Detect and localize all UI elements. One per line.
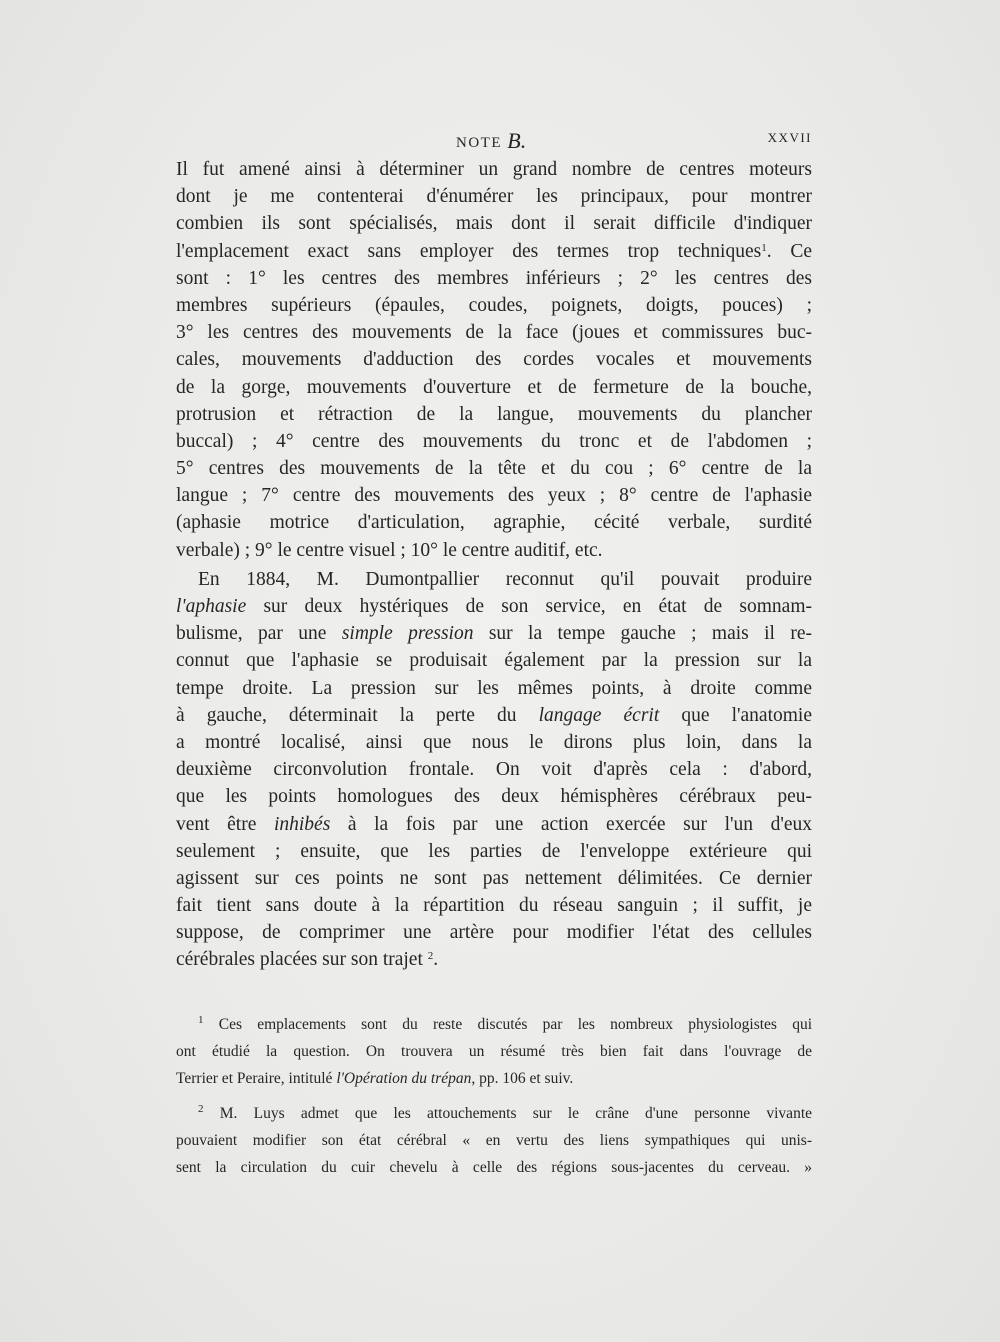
footnote-line: sent la circulation du cuir chevelu à celle des régions sous-jacentes du cerveau. » <box>176 1158 812 1176</box>
italic-term: l'aphasie <box>176 596 247 617</box>
text-segment: . Ce <box>766 240 812 262</box>
text-segment: à la fois par une action exercée sur l'un d'eux <box>330 813 812 835</box>
running-title-letter: B. <box>507 128 527 153</box>
text-segment: sur la tempe gauche ; mais il re- <box>473 623 812 645</box>
text-segment: à gauche, déterminait la perte du <box>176 704 539 726</box>
text-line: buccal) ; 4° centre des mouvements du tronc et de l'abdomen ; <box>176 430 812 452</box>
text-line: de la gorge, mouvements d'ouverture et de fermeture de la bouche, <box>176 376 812 398</box>
text-segment: l'emplacement exact sans employer des termes trop techniques <box>176 240 762 262</box>
italic-title: l'Opération du trépan <box>336 1070 472 1088</box>
italic-term: langage écrit <box>538 704 660 726</box>
text-segment: , pp. 106 et suiv. <box>471 1070 574 1088</box>
running-head <box>176 127 812 157</box>
text-line: connut que l'aphasie se produisait également par la pression sur la <box>176 650 812 672</box>
text-line: protrusion et rétraction de la langue, mouvements du plancher <box>176 403 812 425</box>
text-segment: M. Luys admet que les attouchements sur le crâne d'une personne vivante <box>219 1104 812 1122</box>
text-line: Il fut amené ainsi à déterminer un grand nombre de centres moteurs <box>176 159 812 180</box>
text-line: dont je me contenterai d'énumérer les principaux, pour montrer <box>176 186 812 208</box>
footnote-mark-1: 1 <box>198 1014 204 1026</box>
text-segment: cérébrales placées sur son trajet <box>176 949 423 971</box>
text-segment: sur deux hystériques de son service, en état de somnam- <box>246 596 812 617</box>
text-line: En 1884, M. Dumontpallier reconnut qu'il pouvait produire <box>198 568 812 590</box>
text-line: fait tient sans doute à la répartition du réseau sanguin ; il suffit, je <box>176 895 812 917</box>
footnotes <box>176 1015 812 1185</box>
text-line <box>176 946 812 973</box>
footnote-ref-1: 1 <box>761 241 767 254</box>
text-line <box>176 811 812 838</box>
footnote-mark-2: 2 <box>198 1102 204 1115</box>
text-line: tempe droite. La pression sur les mêmes points, à droite comme <box>176 677 812 699</box>
text-line <box>176 702 812 729</box>
text-segment: Terrier et Peraire, intitulé <box>176 1070 337 1088</box>
text-segment: Ces emplacements sont du reste discutés par les nombreux physiologistes qui <box>218 1016 812 1033</box>
body-text <box>176 156 812 974</box>
text-line: deuxième circonvolution frontale. On voit d'après cela : d'abord, <box>176 759 812 781</box>
text-line: combien ils sont spécialisés, mais dont il serait difficile d'indiquer <box>176 213 812 235</box>
text-line <box>176 238 812 265</box>
text-segment: que l'anatomie <box>659 704 812 726</box>
text-segment: vent être <box>176 813 274 835</box>
italic-term: inhibés <box>273 813 331 835</box>
text-line: verbale) ; 9° le centre visuel ; 10° le centre auditif, etc. <box>176 539 603 561</box>
text-segment: bulisme, par une <box>176 623 342 645</box>
italic-term: simple pression <box>341 623 474 645</box>
text-line: que les points homologues des deux hémisphères cérébraux peu- <box>176 786 812 808</box>
text-line <box>176 593 812 620</box>
footnote-gap <box>176 1097 812 1104</box>
footnote-line <box>176 1104 812 1131</box>
page-number: XXVII <box>767 130 812 145</box>
text-line: 5° centres des mouvements de la tête et du cou ; 6° centre de la <box>176 458 812 480</box>
footnote-line: ont étudié la question. On trouvera un résumé très bien fait dans l'ouvrage de <box>176 1043 812 1061</box>
text-line: suppose, de comprimer une artère pour modifier l'état des cellules <box>176 922 812 944</box>
text-line: langue ; 7° centre des mouvements des yeux ; 8° centre de l'aphasie <box>176 485 812 507</box>
footnote-ref-2: 2 <box>427 950 434 963</box>
footnote-line <box>176 1069 812 1096</box>
text-line: 3° les centres des mouvements de la face (joues et commissures buc- <box>176 322 812 344</box>
text-line: agissent sur ces points ne sont pas nettement délimitées. Ce dernier <box>176 867 812 889</box>
text-line: cales, mouvements d'adduction des cordes vocales et mouvements <box>176 349 812 371</box>
running-title <box>456 127 526 153</box>
footnote-line <box>176 1015 812 1042</box>
text-line: sont : 1° les centres des membres inférieurs ; 2° les centres des <box>176 267 812 289</box>
text-line <box>176 620 812 647</box>
text-line: a montré localisé, ainsi que nous le dirons plus loin, dans la <box>176 731 812 753</box>
text-segment: . <box>433 949 439 971</box>
running-title-prefix: NOTE <box>456 135 502 151</box>
footnote-line: pouvaient modifier son état cérébral « en vertu des liens sympathiques qui unis- <box>176 1131 812 1149</box>
text-line: membres supérieurs (épaules, coudes, poignets, doigts, pouces) ; <box>176 294 812 316</box>
text-line: seulement ; ensuite, que les parties de l'enveloppe extérieure qui <box>176 840 812 862</box>
text-line: (aphasie motrice d'articulation, agraphie, cécité verbale, surdité <box>176 512 812 534</box>
